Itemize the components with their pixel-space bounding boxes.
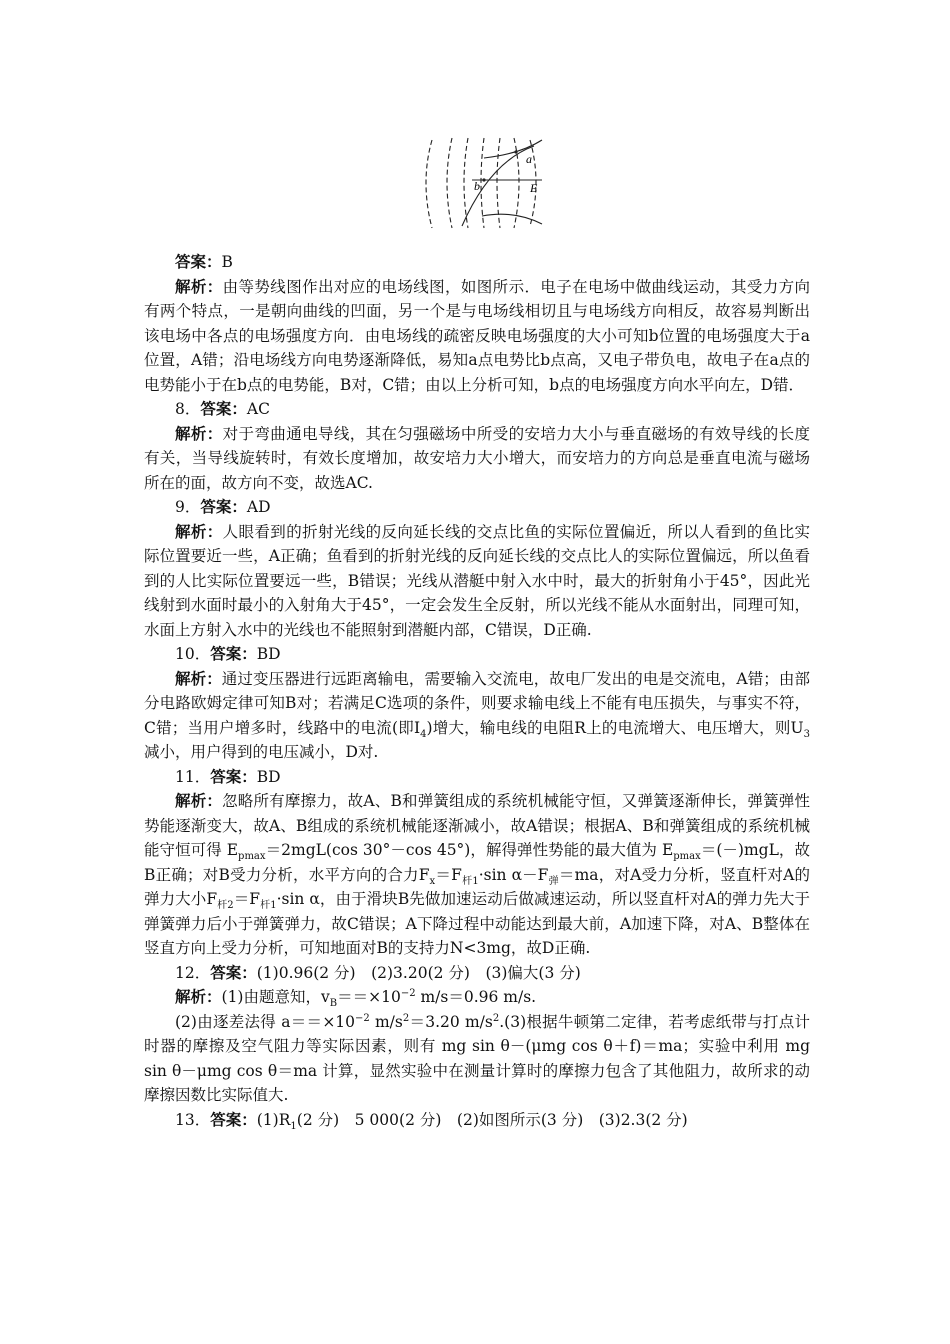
q11-analysis: 解析：忽略所有摩擦力，故A、B和弹簧组成的系统机械能守恒，又弹簧逐渐伸长，弹簧弹性势能逐渐变大，故A、B组成的系统机械能逐渐减小，故A错误；根据A、B和弹簧组成的系统机械能守恒可得 $E_{pmax}=2mgL(\cos$ 30°－cos 45°)，解得弹性势能的最大值为 $E_{pmax}=(-)mgL$，故B正确；对B受力分析，水平方向的合力$F_x=F_{杆1}\cdot\sin$ $\alpha-F_弹=ma$，对A受力分析，竖直杆对A的弹力大小$F_{杆2}=F_{杆1}\cdot\sin$ α，由于滑块B先做加速运动后做减速运动，所以竖直杆对A的弹力先大于弹簧弹力后小于弹簧弹力，故C错误；A下降过程中动能达到最大前，A加速下降，对A、B整体在竖直方向上受力分析，可知地面对B的支持力N<3mg，故D正确. <box>144 791 810 957</box>
q13-answer: 13．答案：$(1)R_1(2$ 分) 5 000(2 分) (2)如图所示(3 分) (3)2.3(2 分) <box>175 1109 688 1132</box>
q12-analysis-2: (2)由逐差法得 $a==\times 10^{-2}$ $m/s^2=3.20$ $m/s^2.(3)$根据牛顿第二定律，若考虑纸带与打点计时器的摩擦及空气阻力等实际因素，则有 mg sin θ－(μmg cos θ＋f)＝ma；实验中利用 mg sin θ－μmg cos θ＝ma 计算，显然实验中在测量计算时的摩擦力包含了其他阻力，故所求的动摩擦因数比实际值大. <box>144 1012 810 1104</box>
q12-answer: 12．答案：(1)0.96(2 分) (2)3.20(2 分) (3)偏大(3 分) <box>175 962 581 982</box>
q8-answer: 8．答案：AC <box>175 399 270 418</box>
point-a <box>514 150 517 153</box>
electric-field-figure <box>410 132 570 232</box>
point-b <box>482 178 485 181</box>
q12-analysis-1: 解析：(1)由题意知，$v_B==\times 10^{-2}$ m/s＝0.96 m/s. <box>175 987 537 1010</box>
q10-answer: 10．答案：BD <box>175 644 281 663</box>
q7-answer: 答案：B <box>175 252 233 271</box>
q7-analysis: 解析：由等势线图作出对应的电场线图，如图所示．电子在电场中做曲线运动，其受力方向有两个特点，一是朝向曲线的凹面，另一个是与电场线相切且与电场线方向相反，故容易判断出该电场中各点的电场强度方向．由电场线的疏密反映电场强度的大小可知b位置的电场强度大于a位置，A错；沿电场线方向电势逐渐降低，易知a点电势比b点高，又电子带负电，故电子在a点的电势能小于在b点的电势能，B对，C错；由以上分析可知，b点的电场强度方向水平向左，D错． <box>144 276 810 394</box>
equipotential-line-4 <box>481 138 484 228</box>
q10-analysis: 解析：通过变压器进行远距离输电，需要输入交流电，故电厂发出的电是交流电，A错；由部分电路欧姆定律可知B对；若满足C选项的条件，则要求输电线上不能有电压损失，与事实不符，C错；当用户增多时，线路中的电流(即$I_4$)增大，输电线的电阻R上的电流增大、电压增大，则$U_3$减小，用户得到的电压减小，D对. <box>144 668 810 761</box>
q9-answer: 9．答案：AD <box>175 497 271 516</box>
q9-analysis: 解析：人眼看到的折射光线的反向延长线的交点比鱼的实际位置偏近，所以人看到的鱼比实际位置要近一些，A正确；鱼看到的折射光线的反向延长线的交点比人的实际位置偏远，所以鱼看到的人比实际位置要远一些，B错误；光线从潜艇中射入水中时，最大的折射角小于45°，因此光线射到水面时最小的入射角大于45°，一定会发生全反射，所以光线不能从水面射出，同理可知，水面上方射入水中的光线也不能照射到潜艇内部，C错误，D正确. <box>144 521 810 639</box>
label-b: b <box>474 179 480 193</box>
equipotential-line-1 <box>426 140 432 228</box>
solutions-text <box>144 250 810 1132</box>
field-line-top <box>484 140 542 158</box>
equipotential-line-2 <box>447 138 452 228</box>
label-a: a <box>526 152 532 166</box>
label-E: E <box>530 181 538 195</box>
q8-analysis: 解析：对于弯曲通电导线，其在匀强磁场中所受的安培力大小与垂直磁场的有效导线的长度有关，当导线旋转时，有效长度增加，故安培力大小增大，而安培力的方向总是垂直电流与磁场所在的面，故方向不变，故选AC. <box>144 423 810 492</box>
q11-answer: 11．答案：BD <box>175 766 281 786</box>
